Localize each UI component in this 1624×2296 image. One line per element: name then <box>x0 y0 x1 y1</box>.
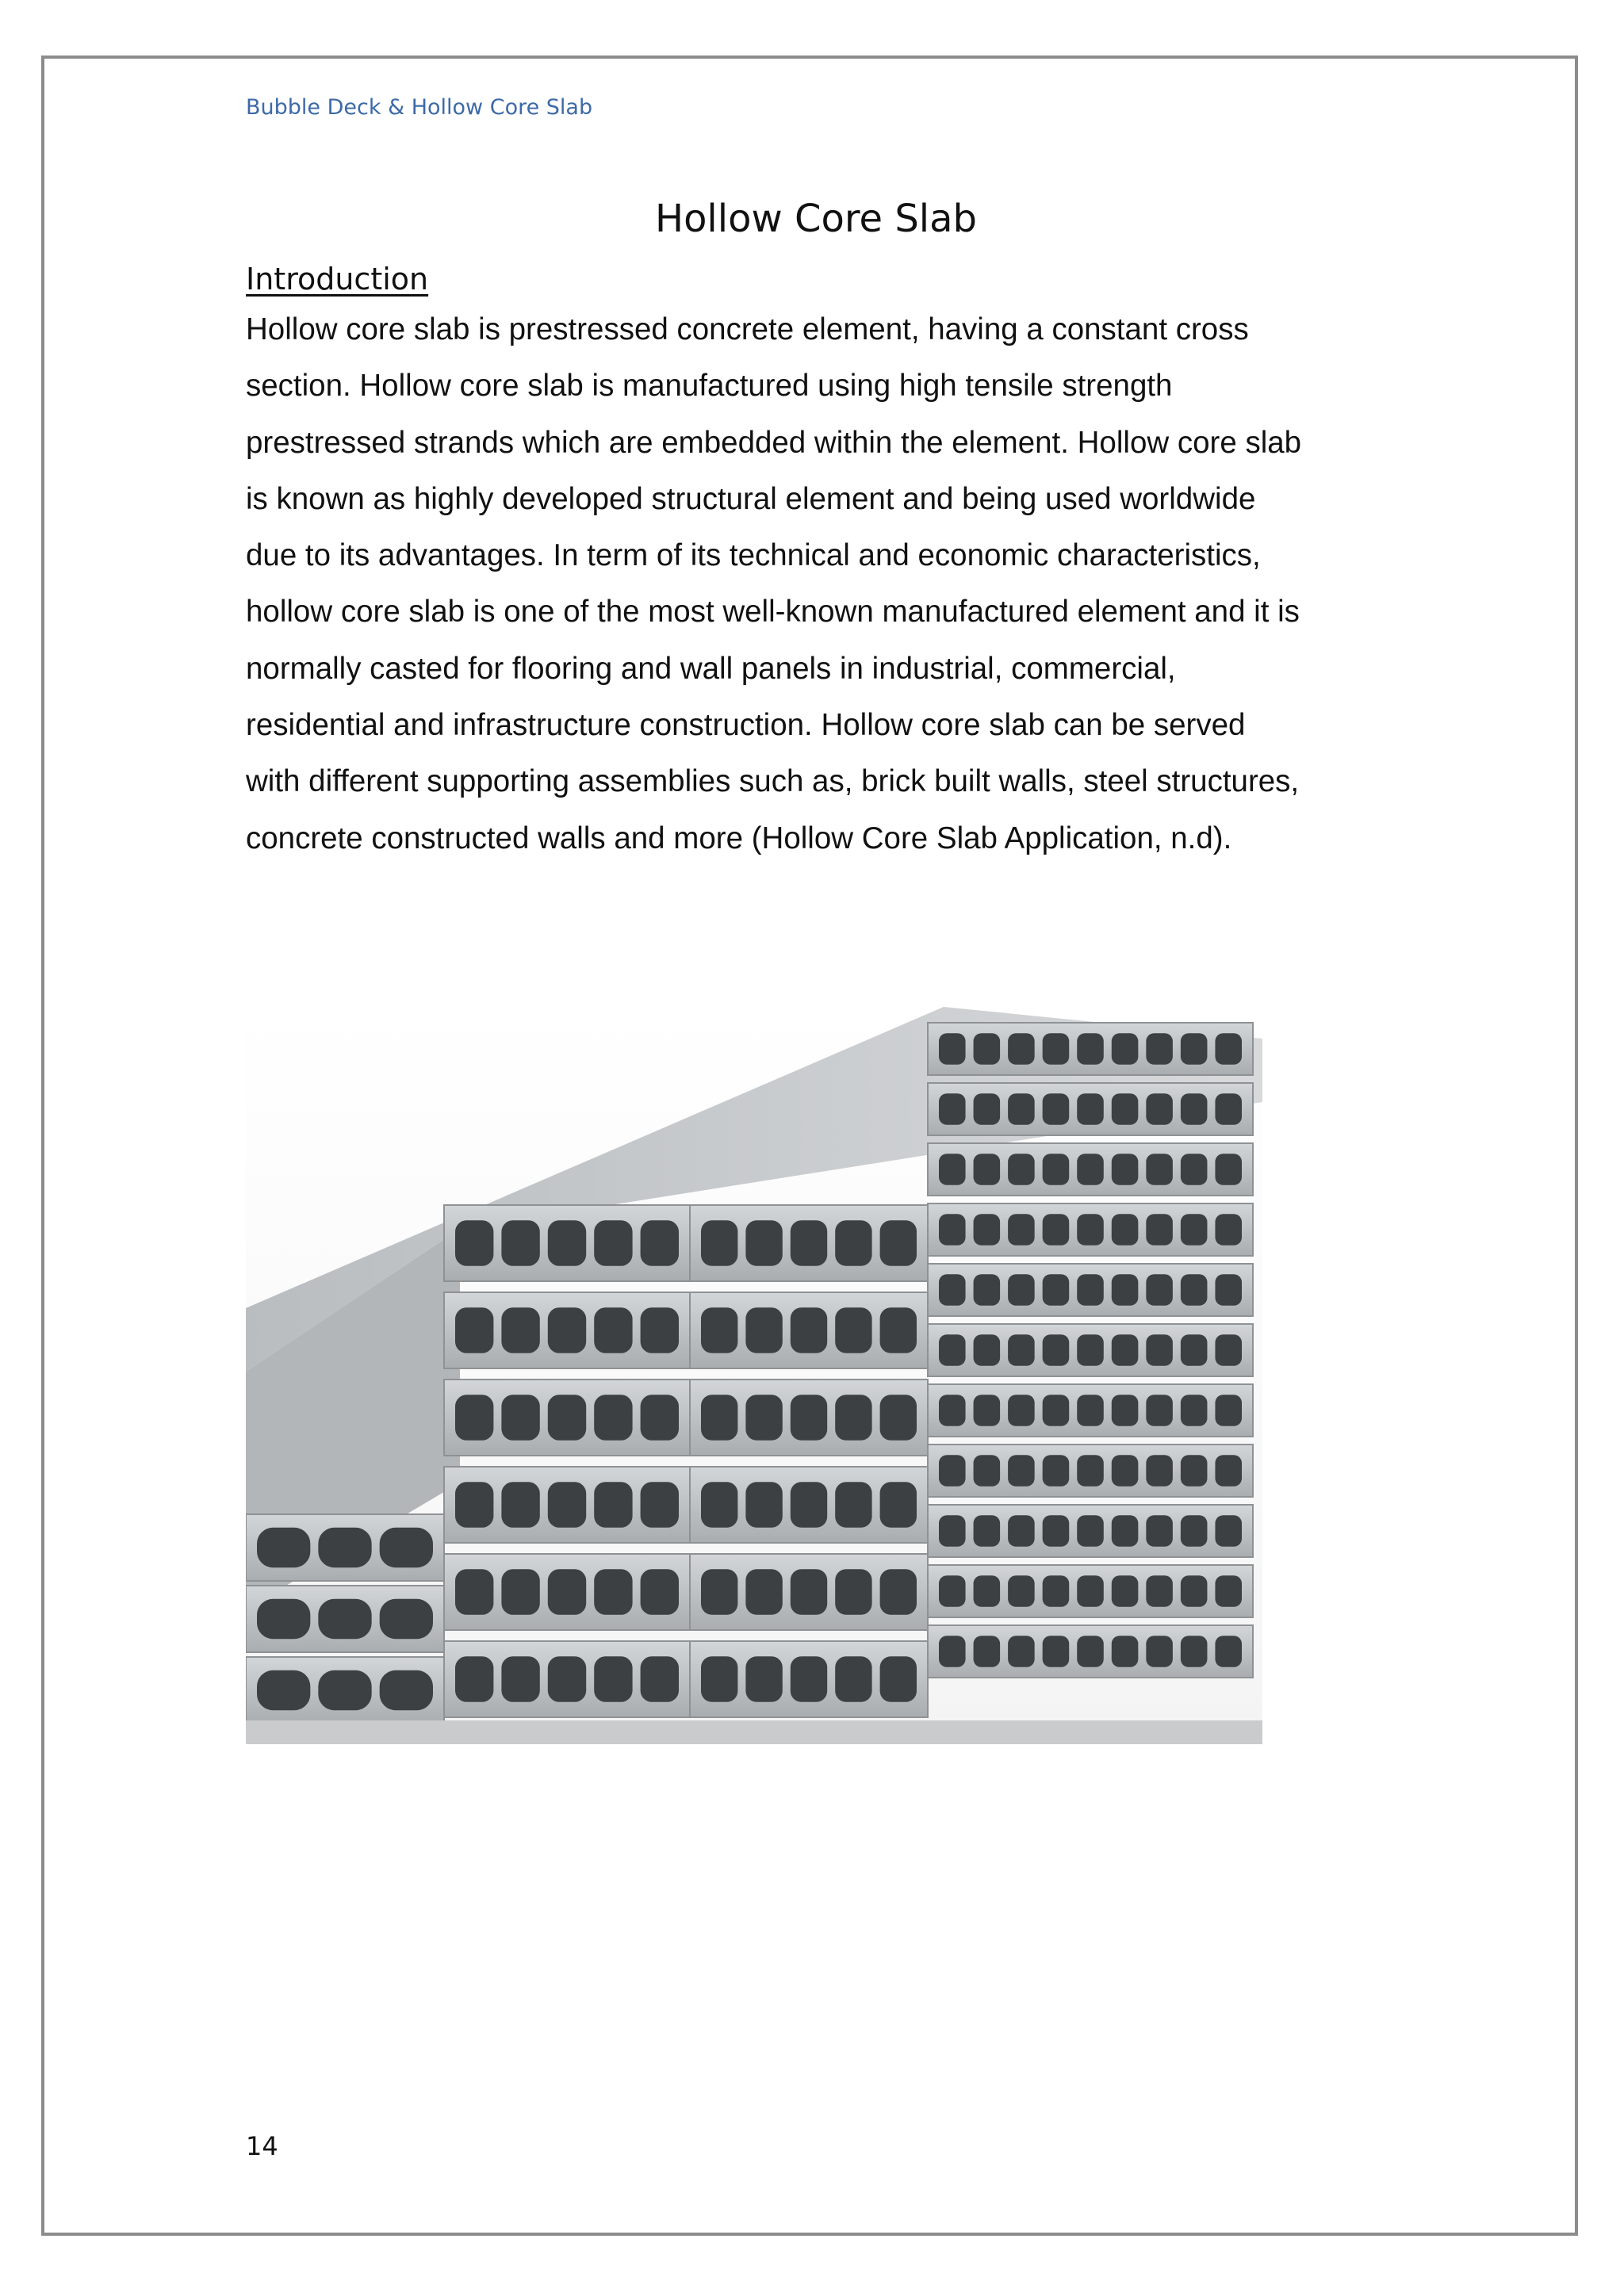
slab-core-hole <box>880 1656 917 1702</box>
slab-core-hole <box>1146 1455 1173 1487</box>
slab-core-hole <box>257 1528 310 1567</box>
slab-core-hole <box>1181 1334 1208 1366</box>
slab-core-hole <box>1215 1515 1242 1547</box>
slab-core-hole <box>594 1307 632 1353</box>
slab-core-hole <box>1181 1154 1208 1185</box>
slab-core-hole <box>1146 1575 1173 1607</box>
slab-core-hole <box>835 1482 871 1528</box>
slab-core-hole <box>548 1395 586 1441</box>
slab-core-hole <box>974 1395 1001 1426</box>
slab-core-hole <box>380 1528 433 1567</box>
slab-core-hole <box>1215 1575 1242 1607</box>
slab-core-hole <box>1215 1154 1242 1185</box>
slab-core-hole <box>939 1274 966 1306</box>
slab-core-hole <box>1215 1455 1242 1487</box>
slab-core-hole <box>745 1482 782 1528</box>
slab-core-hole <box>1008 1575 1035 1607</box>
slab-core-hole <box>455 1569 493 1615</box>
slab-core-hole <box>880 1569 917 1615</box>
slab-core-hole <box>594 1569 632 1615</box>
slab-core-hole <box>1077 1033 1104 1065</box>
page-title: Hollow Core Slab <box>654 197 978 241</box>
paragraph-line: is known as highly developed structural element and being used worldwide <box>246 481 1256 516</box>
slab-core-hole <box>548 1307 586 1353</box>
slab-core-hole <box>974 1154 1001 1185</box>
slab-core-hole <box>939 1214 966 1246</box>
slab-core-hole <box>455 1307 493 1353</box>
slab-core-hole <box>1146 1334 1173 1366</box>
slab-core-hole <box>455 1395 493 1441</box>
slab-core-hole <box>380 1670 433 1710</box>
paragraph-line: prestressed strands which are embedded within the element. Hollow core slab <box>246 425 1302 460</box>
slab-core-hole <box>641 1220 679 1266</box>
paragraph-line: due to its advantages. In term of its technical and economic characteristics, <box>246 538 1261 573</box>
slab-core-hole <box>1181 1274 1208 1306</box>
slab-core-hole <box>1215 1274 1242 1306</box>
slab-core-hole <box>701 1482 737 1528</box>
slab-core-hole <box>1043 1093 1070 1125</box>
slab-core-hole <box>1112 1455 1139 1487</box>
slab-core-hole <box>880 1395 917 1441</box>
slab-core-hole <box>1146 1515 1173 1547</box>
slab-core-hole <box>1112 1214 1139 1246</box>
slab-core-hole <box>1077 1214 1104 1246</box>
slab-core-hole <box>835 1307 871 1353</box>
slab-core-hole <box>880 1482 917 1528</box>
slab-core-hole <box>1215 1093 1242 1125</box>
slab-core-hole <box>1181 1093 1208 1125</box>
slab-core-hole <box>939 1154 966 1185</box>
slab-core-hole <box>1181 1515 1208 1547</box>
slab-core-hole <box>745 1569 782 1615</box>
slab-core-hole <box>594 1220 632 1266</box>
slab-core-hole <box>1008 1274 1035 1306</box>
slab-core-hole <box>1043 1575 1070 1607</box>
slab-core-hole <box>1112 1154 1139 1185</box>
slab-core-hole <box>1112 1334 1139 1366</box>
slab-core-hole <box>701 1307 737 1353</box>
slab-core-hole <box>1008 1455 1035 1487</box>
slab-core-hole <box>1043 1214 1070 1246</box>
paragraph-line: normally casted for flooring and wall panels in industrial, commercial, <box>246 651 1176 686</box>
slab-core-hole <box>1043 1455 1070 1487</box>
slab-core-hole <box>1077 1274 1104 1306</box>
slab-core-hole <box>1008 1395 1035 1426</box>
slab-core-hole <box>1112 1515 1139 1547</box>
slab-core-hole <box>257 1599 310 1639</box>
slab-core-hole <box>791 1307 827 1353</box>
slab-core-hole <box>1008 1093 1035 1125</box>
slab-core-hole <box>501 1482 539 1528</box>
slab-core-hole <box>641 1395 679 1441</box>
slab-core-hole <box>939 1575 966 1607</box>
hollow-core-slab-photo <box>246 1007 1262 1744</box>
slab-core-hole <box>1077 1636 1104 1667</box>
slab-core-hole <box>835 1656 871 1702</box>
slab-core-hole <box>791 1569 827 1615</box>
slab-core-hole <box>1077 1575 1104 1607</box>
slab-core-hole <box>1146 1033 1173 1065</box>
slab-core-hole <box>455 1656 493 1702</box>
slab-core-hole <box>974 1093 1001 1125</box>
running-header: Bubble Deck & Hollow Core Slab <box>246 95 593 120</box>
slab-core-hole <box>1112 1033 1139 1065</box>
slab-core-hole <box>1077 1455 1104 1487</box>
slab-core-hole <box>318 1528 371 1567</box>
slab-core-hole <box>1146 1214 1173 1246</box>
slab-core-hole <box>501 1395 539 1441</box>
slab-core-hole <box>501 1307 539 1353</box>
slab-core-hole <box>1146 1274 1173 1306</box>
slab-core-hole <box>548 1656 586 1702</box>
slab-core-hole <box>1077 1334 1104 1366</box>
slab-core-hole <box>641 1307 679 1353</box>
slab-core-hole <box>318 1670 371 1710</box>
slab-core-hole <box>974 1214 1001 1246</box>
slab-core-hole <box>835 1569 871 1615</box>
slab-core-hole <box>1008 1334 1035 1366</box>
paragraph-line: with different supporting assemblies such as, brick built walls, steel structures, <box>246 764 1300 799</box>
slab-core-hole <box>880 1220 917 1266</box>
slab-core-hole <box>1008 1154 1035 1185</box>
slab-core-hole <box>455 1220 493 1266</box>
slab-core-hole <box>791 1220 827 1266</box>
slab-core-hole <box>1215 1636 1242 1667</box>
slab-core-hole <box>1112 1274 1139 1306</box>
slab-core-hole <box>939 1334 966 1366</box>
slab-core-hole <box>380 1599 433 1639</box>
slab-core-hole <box>548 1220 586 1266</box>
slab-core-hole <box>1077 1395 1104 1426</box>
slab-core-hole <box>1008 1214 1035 1246</box>
section-heading: Introduction <box>246 262 429 297</box>
slab-core-hole <box>1043 1515 1070 1547</box>
slab-core-hole <box>1043 1395 1070 1426</box>
slab-illustration <box>246 1007 1262 1744</box>
slab-core-hole <box>257 1670 310 1710</box>
slab-core-hole <box>701 1656 737 1702</box>
slab-core-hole <box>745 1395 782 1441</box>
slab-core-hole <box>835 1220 871 1266</box>
slab-core-hole <box>1181 1455 1208 1487</box>
slab-core-hole <box>939 1636 966 1667</box>
slab-core-hole <box>1043 1274 1070 1306</box>
slab-core-hole <box>1008 1033 1035 1065</box>
slab-core-hole <box>1146 1395 1173 1426</box>
slab-core-hole <box>939 1033 966 1065</box>
slab-core-hole <box>1181 1033 1208 1065</box>
slab-core-hole <box>791 1395 827 1441</box>
slab-core-hole <box>594 1482 632 1528</box>
slab-core-hole <box>791 1656 827 1702</box>
slab-core-hole <box>1077 1154 1104 1185</box>
paragraph-line: hollow core slab is one of the most well-known manufactured element and it is <box>246 595 1300 629</box>
slab-core-hole <box>1112 1395 1139 1426</box>
slab-core-hole <box>939 1093 966 1125</box>
paragraph-line: section. Hollow core slab is manufactured using high tensile strength <box>246 369 1173 404</box>
slab-core-hole <box>501 1220 539 1266</box>
slab-core-hole <box>974 1274 1001 1306</box>
slab-core-hole <box>974 1033 1001 1065</box>
paragraph-line: concrete constructed walls and more (Hollow Core Slab Application, n.d). <box>246 821 1232 855</box>
slab-core-hole <box>1181 1395 1208 1426</box>
slab-core-hole <box>1215 1214 1242 1246</box>
slab-core-hole <box>1077 1515 1104 1547</box>
slab-core-hole <box>1146 1636 1173 1667</box>
slab-core-hole <box>1112 1636 1139 1667</box>
slab-core-hole <box>974 1515 1001 1547</box>
slab-core-hole <box>745 1656 782 1702</box>
paragraph-line: Hollow core slab is prestressed concrete element, having a constant cross <box>246 312 1249 346</box>
slab-core-hole <box>501 1569 539 1615</box>
slab-core-hole <box>1215 1334 1242 1366</box>
slab-core-hole <box>1008 1515 1035 1547</box>
slab-core-hole <box>745 1220 782 1266</box>
slab-core-hole <box>974 1575 1001 1607</box>
slab-core-hole <box>701 1220 737 1266</box>
slab-core-hole <box>1146 1154 1173 1185</box>
slab-core-hole <box>1215 1395 1242 1426</box>
page-number: 14 <box>246 2131 278 2161</box>
slab-core-hole <box>1112 1575 1139 1607</box>
slab-core-hole <box>641 1482 679 1528</box>
slab-core-hole <box>974 1455 1001 1487</box>
slab-core-hole <box>974 1636 1001 1667</box>
slab-core-hole <box>1146 1093 1173 1125</box>
slab-core-hole <box>548 1569 586 1615</box>
slab-core-hole <box>1043 1636 1070 1667</box>
slab-core-hole <box>594 1656 632 1702</box>
slab-core-hole <box>455 1482 493 1528</box>
slab-core-hole <box>548 1482 586 1528</box>
slab-core-hole <box>1077 1093 1104 1125</box>
slab-core-hole <box>1181 1636 1208 1667</box>
slab-core-hole <box>594 1395 632 1441</box>
slab-core-hole <box>1043 1033 1070 1065</box>
slab-core-hole <box>745 1307 782 1353</box>
slab-core-hole <box>1181 1575 1208 1607</box>
paragraph-line: residential and infrastructure construction. Hollow core slab can be served <box>246 708 1246 743</box>
slab-core-hole <box>701 1395 737 1441</box>
slab-core-hole <box>939 1395 966 1426</box>
slab-core-hole <box>1181 1214 1208 1246</box>
slab-core-hole <box>641 1569 679 1615</box>
slab-core-hole <box>641 1656 679 1702</box>
slab-core-hole <box>501 1656 539 1702</box>
slab-core-hole <box>318 1599 371 1639</box>
intro-paragraph <box>246 301 1396 867</box>
slab-core-hole <box>1112 1093 1139 1125</box>
slab-core-hole <box>1215 1033 1242 1065</box>
slab-core-hole <box>1043 1154 1070 1185</box>
slab-core-hole <box>939 1455 966 1487</box>
slab-core-hole <box>835 1395 871 1441</box>
slab-core-hole <box>1008 1636 1035 1667</box>
slab-core-hole <box>880 1307 917 1353</box>
slab-core-hole <box>1043 1334 1070 1366</box>
slab-core-hole <box>939 1515 966 1547</box>
slab-core-hole <box>791 1482 827 1528</box>
slab-core-hole <box>701 1569 737 1615</box>
slab-core-hole <box>974 1334 1001 1366</box>
